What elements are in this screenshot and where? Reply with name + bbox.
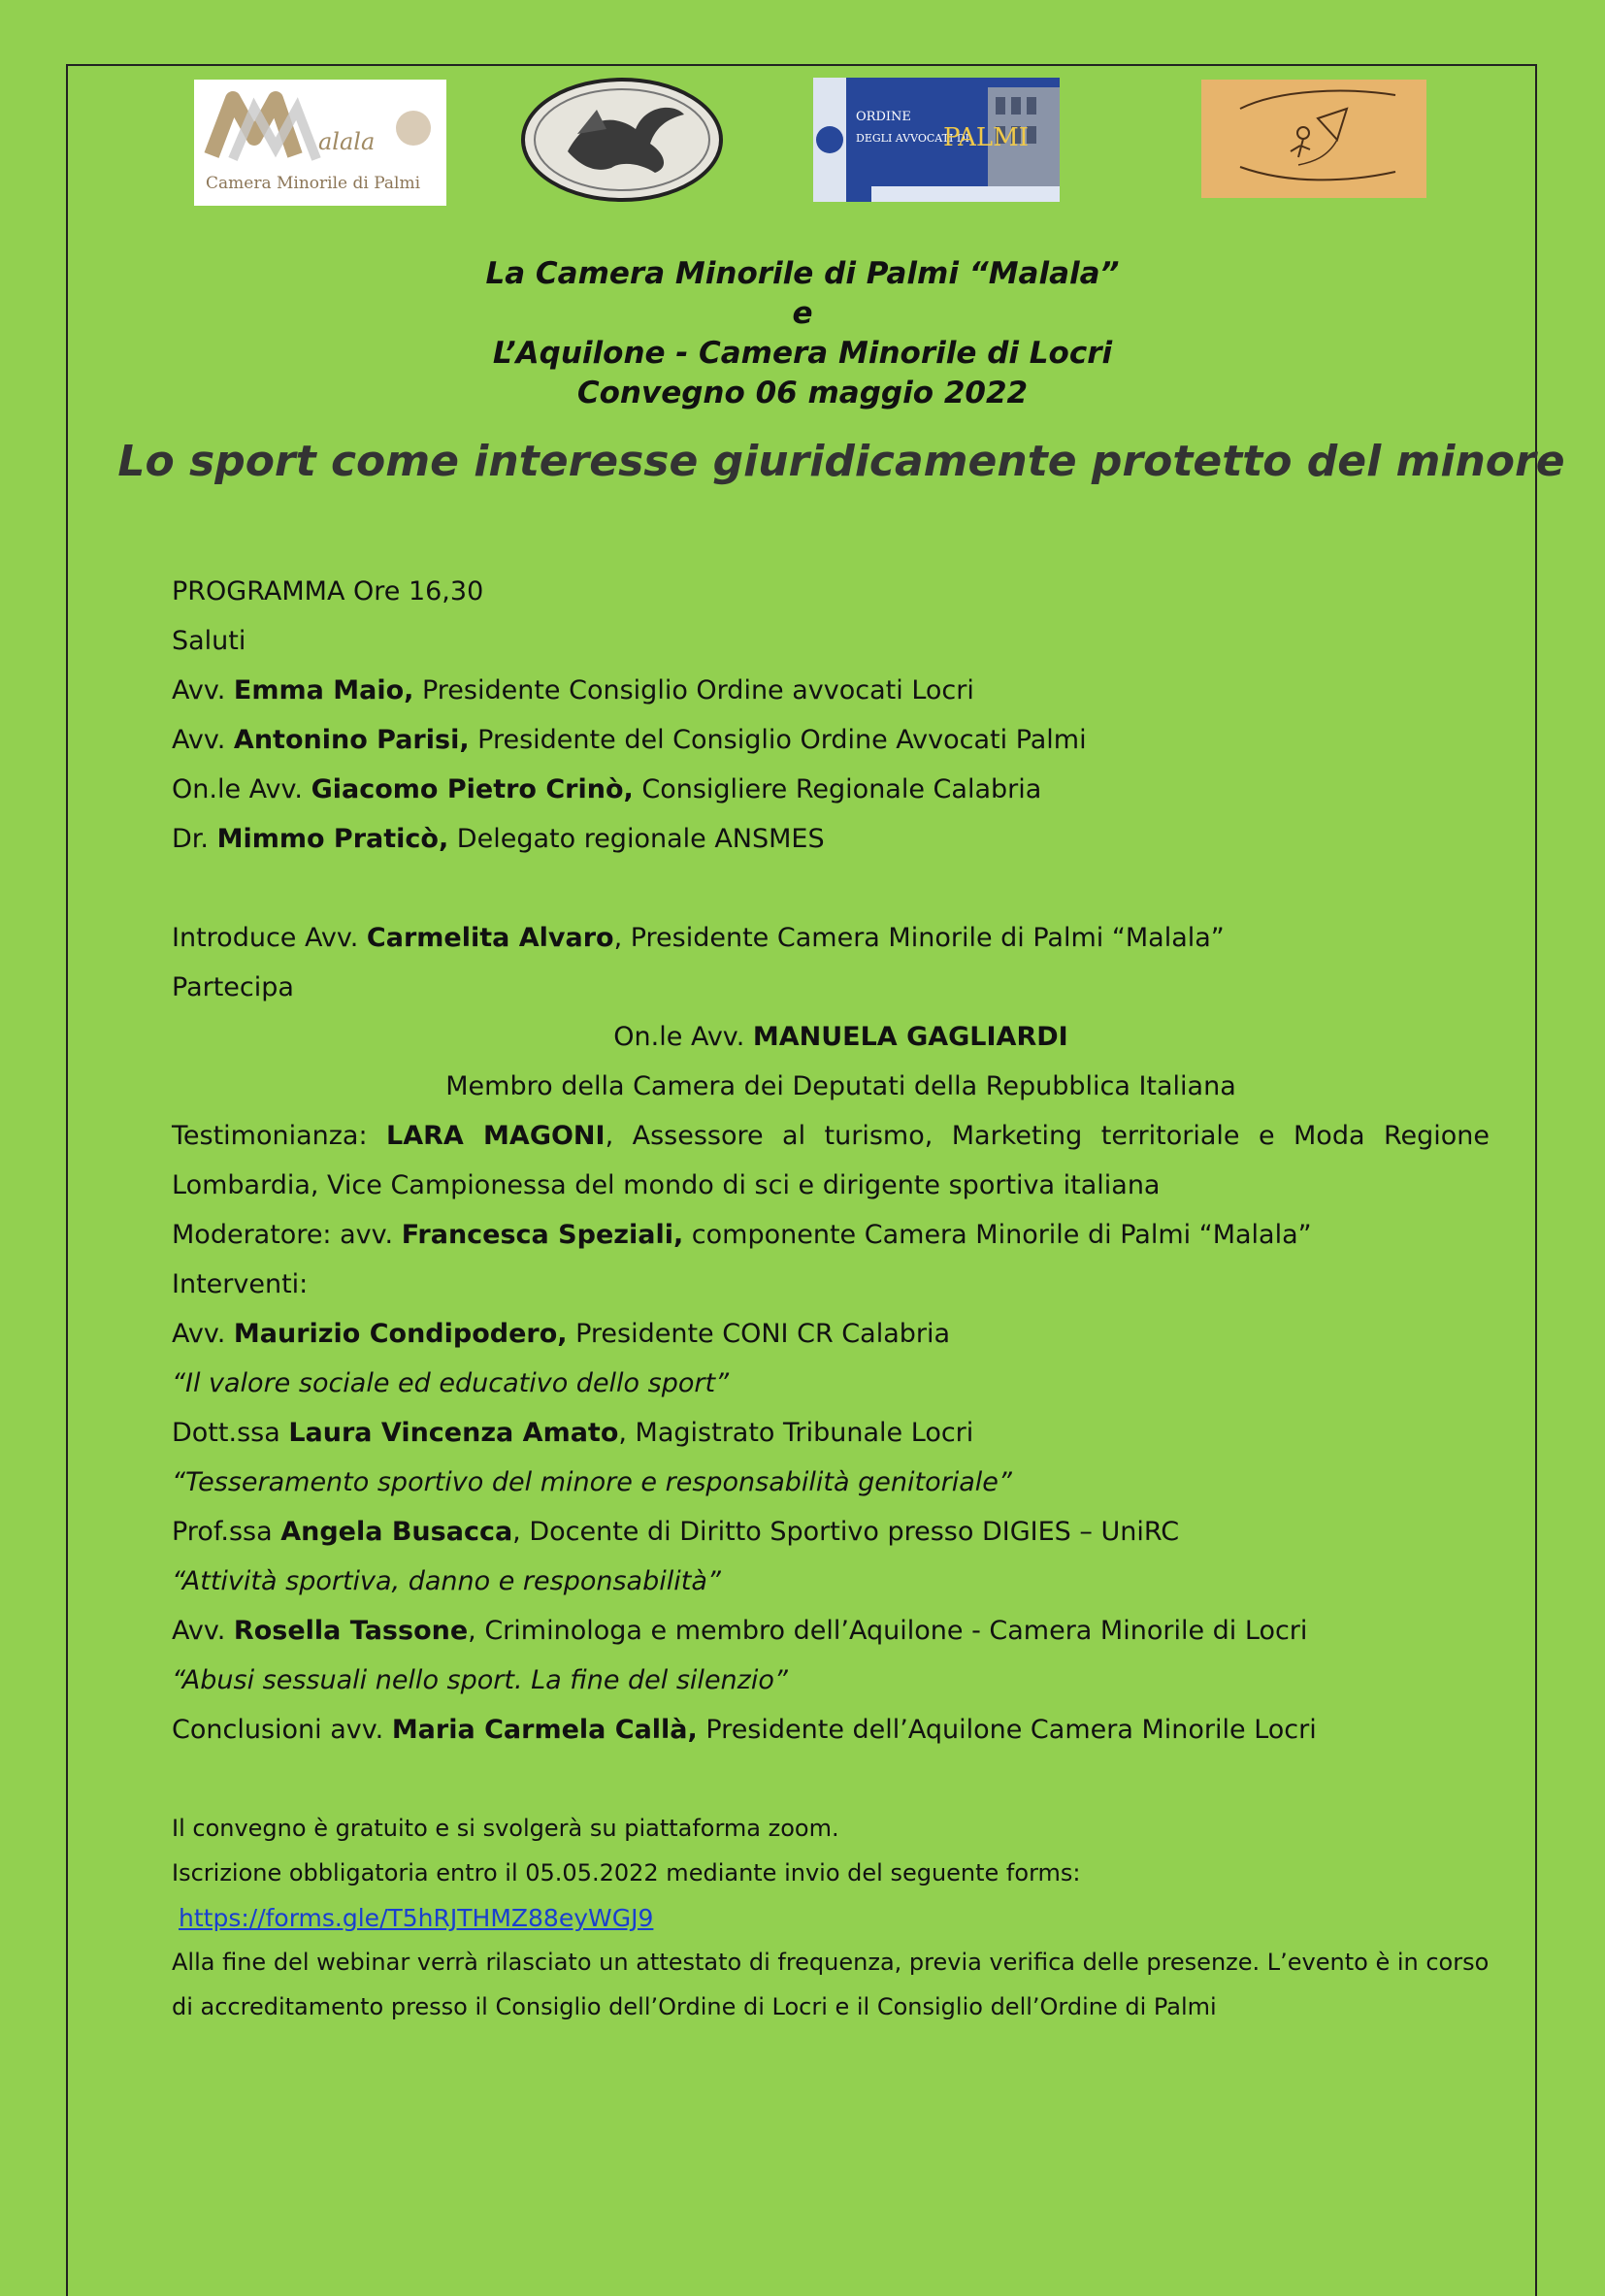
guest-line: On.le Avv. MANUELA GAGLIARDI xyxy=(613,1022,1068,1052)
malala-logo-text: Camera Minorile di Palmi xyxy=(206,174,421,193)
intervento-4: Avv. Rosella Tassone, Criminologa e membro dell’Aquilone - Camera Minorile di Locri xyxy=(172,1616,1308,1646)
introduce-line: Introduce Avv. Carmelita Alvaro, Presidente Camera Minorile di Palmi “Malala” xyxy=(172,923,1225,953)
info-line-2: Iscrizione obbligatoria entro il 05.05.2022 mediante invio del seguente forms: xyxy=(172,1859,1081,1886)
info-line-1: Il convegno è gratuito e si svolgerà su piattaforma zoom. xyxy=(172,1815,839,1842)
intervento-1-topic: “Il valore sociale ed educativo dello sport” xyxy=(172,1368,730,1398)
info-line-3: Alla fine del webinar verrà rilasciato un attestato di frequenza, previa verifica delle presenze. L’evento è in corso xyxy=(172,1949,1490,1976)
saluti-label: Saluti xyxy=(172,626,246,656)
header-line-3: L’Aquilone - Camera Minorile di Locri xyxy=(492,336,1113,371)
main-title: Lo sport come interesse giuridicamente protetto del minore xyxy=(117,437,1565,486)
conclusioni-line: Conclusioni avv. Maria Carmela Callà, Presidente dell’Aquilone Camera Minorile Locri xyxy=(172,1715,1317,1745)
coin-logo xyxy=(519,76,725,204)
malala-logo xyxy=(194,80,446,206)
saluto-3: On.le Avv. Giacomo Pietro Crinò, Consigliere Regionale Calabria xyxy=(172,774,1042,804)
intervento-2: Dott.ssa Laura Vincenza Amato, Magistrato Tribunale Locri xyxy=(172,1418,974,1448)
guest-role: Membro della Camera dei Deputati della Repubblica Italiana xyxy=(445,1071,1236,1101)
intervento-1: Avv. Maurizio Condipodero, Presidente CONI CR Calabria xyxy=(172,1319,951,1349)
ordine-text-1: ORDINE xyxy=(856,110,911,124)
info-line-4: di accreditamento presso il Consiglio dell’Ordine di Locri e il Consiglio dell’Ordine di Palmi xyxy=(172,1993,1217,2020)
ordine-text-3: PALMI xyxy=(943,123,1030,152)
intervento-4-topic: “Abusi sessuali nello sport. La fine del silenzio” xyxy=(172,1665,788,1695)
intervento-3-topic: “Attività sportiva, danno e responsabilità” xyxy=(172,1566,721,1596)
header-line-4: Convegno 06 maggio 2022 xyxy=(576,376,1029,410)
aquilone-logo xyxy=(1201,80,1426,198)
intervento-2-topic: “Tesseramento sportivo del minore e responsabilità genitoriale” xyxy=(172,1467,1012,1497)
ordine-avvocati-palmi-logo xyxy=(813,78,1060,202)
intervento-3: Prof.ssa Angela Busacca, Docente di Diritto Sportivo presso DIGIES – UniRC xyxy=(172,1517,1180,1547)
interventi-label: Interventi: xyxy=(172,1269,309,1299)
header-line-1: La Camera Minorile di Palmi “Malala” xyxy=(485,256,1120,291)
svg-text:alala: alala xyxy=(318,128,376,155)
partecipa-label: Partecipa xyxy=(172,972,294,1002)
saluto-1: Avv. Emma Maio, Presidente Consiglio Ordine avvocati Locri xyxy=(172,675,974,705)
moderatore-line: Moderatore: avv. Francesca Speziali, componente Camera Minorile di Palmi “Malala” xyxy=(172,1220,1312,1250)
programma-heading: PROGRAMMA Ore 16,30 xyxy=(172,576,484,607)
ordine-text-2: DEGLI AVVOCATI DI xyxy=(856,132,969,145)
registration-link[interactable]: https://forms.gle/T5hRJTHMZ88eyWGJ9 xyxy=(179,1904,654,1932)
testimonianza-line: Testimonianza: LARA MAGONI, Assessore al turismo, Marketing territoriale e Moda Regione xyxy=(172,1121,1490,1151)
header-line-2: e xyxy=(792,296,813,331)
saluto-4: Dr. Mimmo Praticò, Delegato regionale ANSMES xyxy=(172,824,825,854)
saluto-2: Avv. Antonino Parisi, Presidente del Consiglio Ordine Avvocati Palmi xyxy=(172,725,1087,755)
testimonianza-line-2: Lombardia, Vice Campionessa del mondo di sci e dirigente sportiva italiana xyxy=(172,1170,1161,1200)
